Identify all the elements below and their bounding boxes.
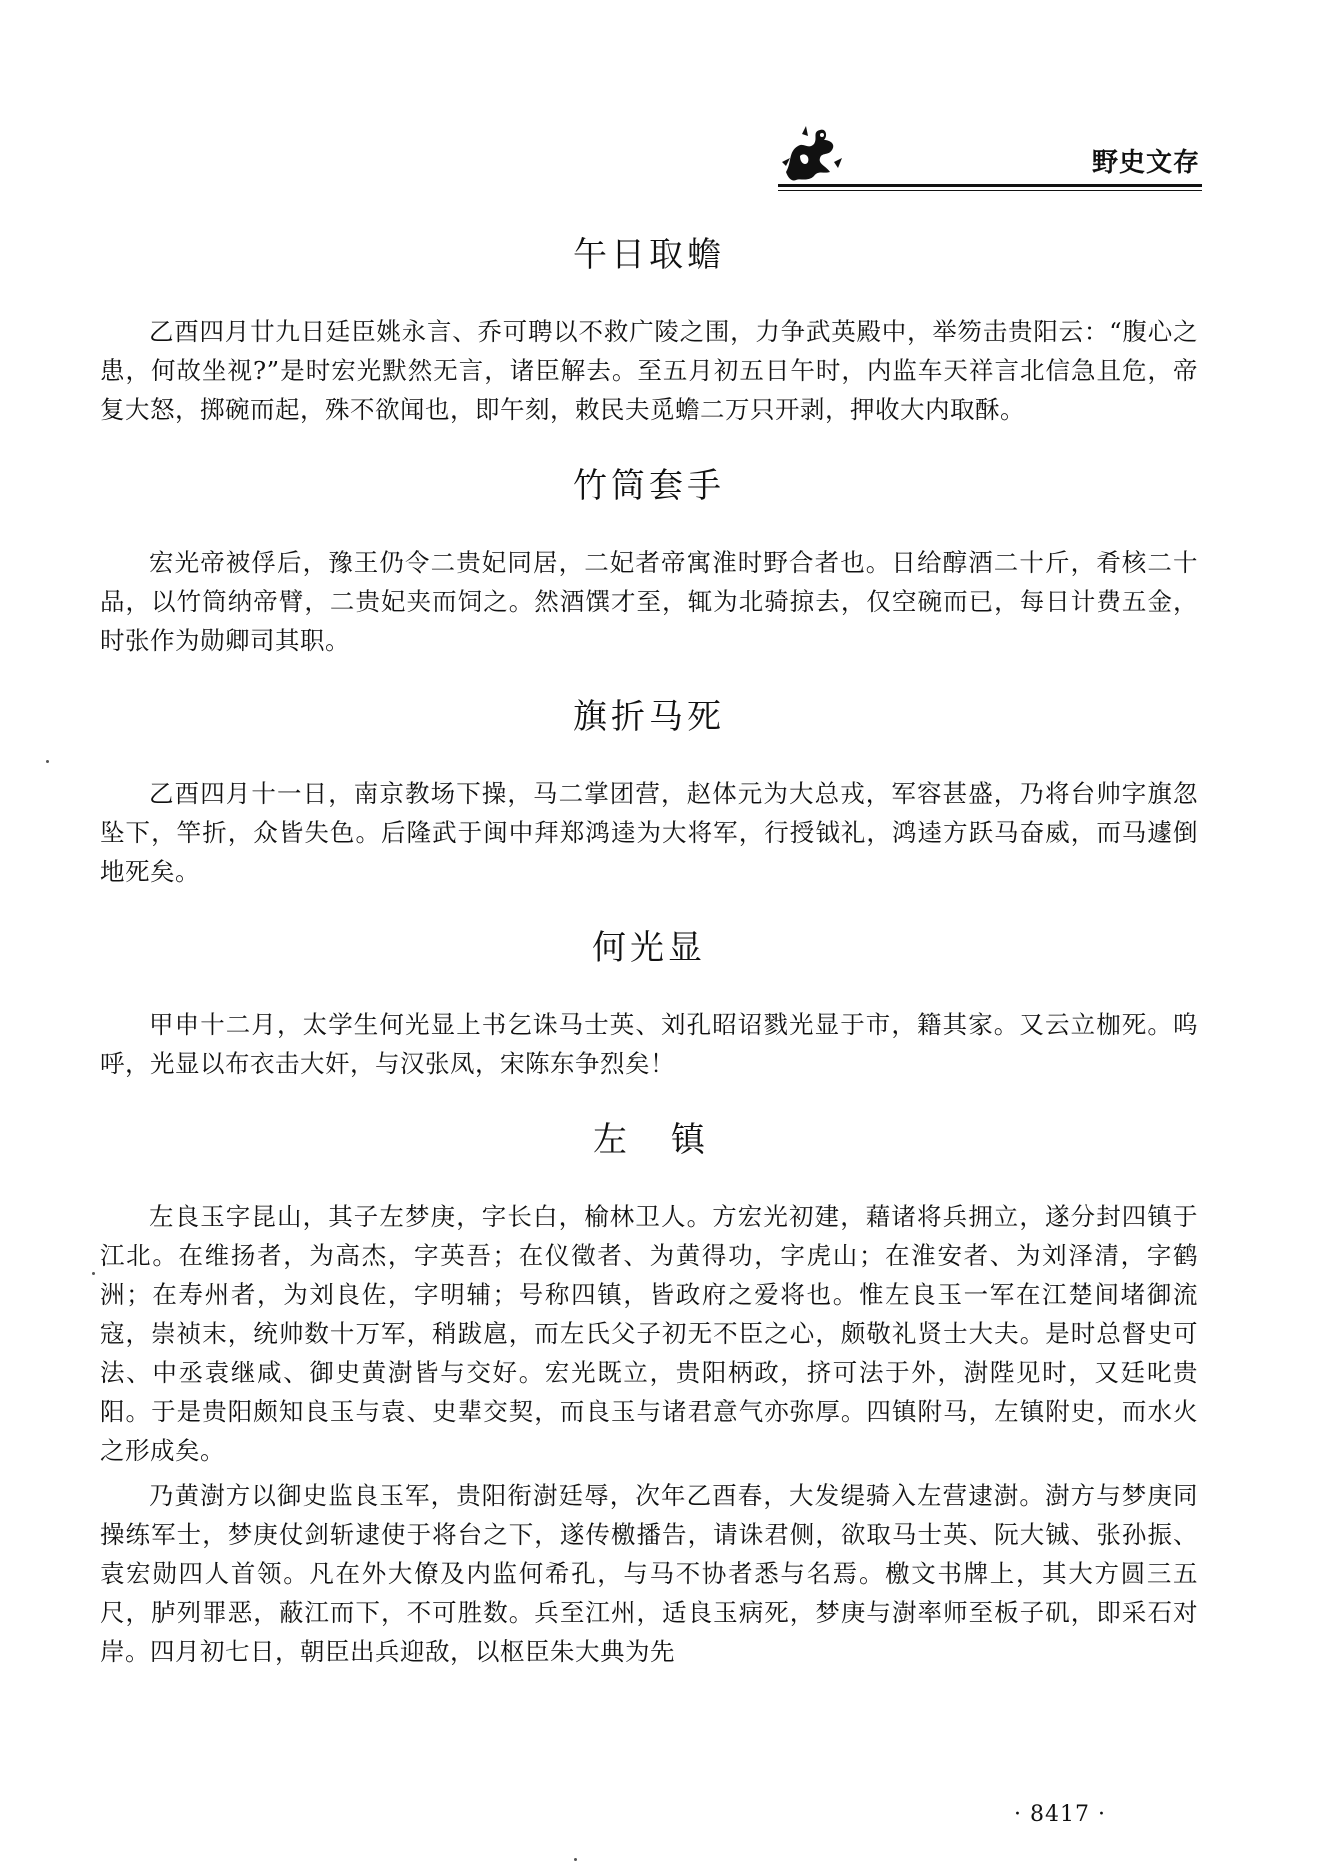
running-header [778, 112, 1202, 190]
section-zhu-tong-tao-shou [100, 459, 1198, 660]
section-wu-ri-qu-chan [100, 228, 1198, 429]
series-title: 野史文存 [1091, 148, 1200, 178]
page-number: · 8417 · [1014, 1802, 1106, 1827]
paragraph: 乙酉四月十一日，南京教场下操，马二掌团营，赵体元为大总戎，军容甚盛，乃将台帅字旗忽坠下，竿折，众皆失色。后隆武于闽中拜郑鸿逵为大将军，行授钺礼，鸿逵方跃马奋威，而马遽倒地死矣。 [100, 779, 1198, 886]
section-he-guang-xian [100, 921, 1198, 1083]
header-rule-thin [778, 190, 1202, 191]
section-title: 竹筒套手 [573, 466, 725, 506]
page-body [100, 228, 1198, 1701]
section-title: 午日取蟾 [573, 235, 725, 275]
paragraph: 乙酉四月廿九日廷臣姚永言、乔可聘以不救广陵之围，力争武英殿中，举笏击贵阳云：“腹心之患，何故坐视?”是时宏光默然无言，诸臣解去。至五月初五日午时，内监车天祥言北信急且危，帝复大怒，掷碗而起，殊不欲闻也，即午刻，敕民夫觅蟾二万只开剥，押收大内取酥。 [100, 317, 1198, 424]
section-title: 何光显 [592, 928, 706, 968]
dragon-emblem-icon [778, 122, 844, 188]
scan-speck [574, 1858, 577, 1861]
paragraph: 左良玉字昆山，其子左梦庚，字长白，榆林卫人。方宏光初建，藉诸将兵拥立，遂分封四镇于江北。在维扬者，为高杰，字英吾；在仪徵者、为黄得功，字虎山；在淮安者、为刘泽清，字鹤洲；在寿州者，为刘良佐，字明辅；号称四镇，皆政府之爱将也。惟左良玉一军在江楚间堵御流寇，崇祯末，统帅数十万军，稍跋扈，而左氏父子初无不臣之心，颇敬礼贤士大夫。是时总督史可法、中丞袁继咸、御史黄澍皆与交好。宏光既立，贵阳柄政，挤可法于外，澍陛见时，又廷叱贵阳。于是贵阳颇知良玉与袁、史辈交契，而良玉与诸君意气亦弥厚。四镇附马，左镇附史，而水火之形成矣。 [100, 1202, 1198, 1465]
scan-speck [46, 760, 49, 763]
section-title: 左镇 [593, 1120, 749, 1160]
paragraph: 乃黄澍方以御史监良玉军，贵阳衔澍廷辱，次年乙酉春，大发缇骑入左营逮澍。澍方与梦庚同操练军士，梦庚仗剑斩逮使于将台之下，遂传檄播告，请诛君侧，欲取马士英、阮大铖、张孙振、袁宏勋四人首领。凡在外大僚及内监何希孔，与马不协者悉与名焉。檄文书牌上，其大方圆三五尺，胪列罪恶，蔽江而下，不可胜数。兵至江州，适良玉病死，梦庚与澍率师至板子矶，即采石对岸。四月初七日，朝臣出兵迎敌，以枢臣朱大典为先 [100, 1481, 1198, 1666]
section-qi-zhe-ma-si [100, 690, 1198, 891]
header-rule [778, 184, 1202, 187]
scan-speck [92, 1272, 95, 1275]
section-title: 旗折马死 [573, 697, 725, 737]
paragraph: 甲申十二月，太学生何光显上书乞诛马士英、刘孔昭诏戮光显于市，籍其家。又云立枷死。呜呼，光显以布衣击大奸，与汉张凤，宋陈东争烈矣！ [100, 1010, 1198, 1078]
section-zuo-zhen [100, 1113, 1198, 1671]
paragraph: 宏光帝被俘后，豫王仍令二贵妃同居，二妃者帝寓淮时野合者也。日给醇酒二十斤，肴核二十品，以竹筒纳帝臂，二贵妃夹而饲之。然酒馔才至，辄为北骑掠去，仅空碗而已，每日计费五金，时张作为勋卿司其职。 [100, 548, 1198, 655]
